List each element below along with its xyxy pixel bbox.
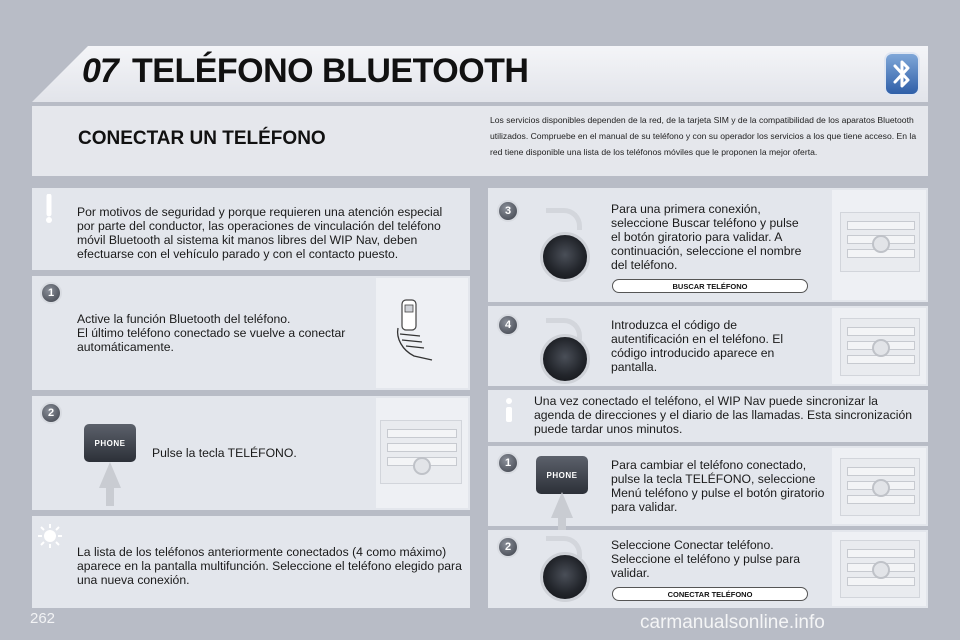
step2-text: Pulse la tecla TELÉFONO. <box>152 446 297 460</box>
press-arrow-icon <box>99 462 121 488</box>
phone-key-icon: PHONE <box>536 456 588 494</box>
step3-badge: 3 <box>497 200 519 222</box>
step2-badge: 2 <box>40 402 62 424</box>
connect-phone-text: Seleccione Conectar teléfono. Seleccione el teléfono y pulse para validar. <box>611 538 801 580</box>
step4-badge: 4 <box>497 314 519 336</box>
watermark: carmanualsonline.info <box>640 612 825 633</box>
change-phone-text: Para cambiar el teléfono conectado, pulse la tecla TELÉFONO, seleccione Menú teléfono y pulse el botón giratorio para validar. <box>611 458 825 514</box>
info-text: Una vez conectado el teléfono, el WIP Nav puede sincronizar la agenda de direcciones y el diario de las llamadas. Esta sincronización puede tardar unos minutos. <box>534 394 913 436</box>
section-title: CONECTAR UN TELÉFONO <box>78 128 326 149</box>
change-phone-badge: 1 <box>497 452 519 474</box>
page-title: TELÉFONO BLUETOOTH <box>132 52 529 90</box>
press-arrow-stem <box>558 512 566 532</box>
step1-line1: Active la función Bluetooth del teléfono. <box>77 312 291 326</box>
bluetooth-icon <box>884 52 920 96</box>
info-icon <box>497 396 521 424</box>
phone-key-icon: PHONE <box>84 424 136 462</box>
bluetooth-glyph-icon <box>886 54 918 94</box>
rotary-knob-icon <box>540 552 590 602</box>
radio-unit-illustration <box>380 420 462 484</box>
rotary-knob-icon <box>540 334 590 384</box>
tip-bulb-icon <box>36 522 64 550</box>
connect-phone-badge: 2 <box>497 536 519 558</box>
warning-text: Por motivos de seguridad y porque requieren una atención especial por parte del conductor, las operaciones de vinculación del teléfono móvil Bluetooth al sistema kit manos libres del WIP Nav, deben efectuarse con el vehículo parado y con el contacto puesto. <box>77 205 443 261</box>
step1-badge: 1 <box>40 282 62 304</box>
step3-text: Para una primera conexión, seleccione Buscar teléfono y pulse el botón giratorio para validar. A continuación, seleccione el nombre del teléfono. <box>611 202 802 272</box>
rotary-knob-icon <box>540 232 590 282</box>
chapter-number: 07 <box>82 52 118 90</box>
hand-phone-icon <box>392 298 444 364</box>
radio-unit-illustration <box>840 458 920 516</box>
warning-icon <box>36 194 62 224</box>
tip-text: La lista de los teléfonos anteriormente conectados (4 como máximo) aparece en la pantalla multifunción. Seleccione el teléfono elegido para una nueva conexión. <box>77 545 462 587</box>
step1-line2: El último teléfono conectado se vuelve a conectar automáticamente. <box>77 326 346 354</box>
radio-unit-illustration <box>840 318 920 376</box>
radio-unit-illustration <box>840 212 920 272</box>
step4-text: Introduzca el código de autentificación en el teléfono. El código introducido aparece en pantalla. <box>611 318 784 374</box>
page-number: 262 <box>30 610 56 627</box>
press-arrow-stem <box>106 486 114 506</box>
buscar-telefono-button[interactable]: BUSCAR TELÉFONO <box>612 279 808 293</box>
conectar-telefono-button[interactable]: CONECTAR TELÉFONO <box>612 587 808 601</box>
radio-unit-illustration <box>840 540 920 598</box>
intro-text: Los servicios disponibles dependen de la red, de la tarjeta SIM y de la compatibilidad de los aparatos Bluetooth utilizados. Compruebe en el manual de su teléfono y con su operador los servicios a los que tiene acceso. En la red tiene disponible una lista de los teléfonos móviles que le proponen la mejor oferta. <box>490 115 917 157</box>
